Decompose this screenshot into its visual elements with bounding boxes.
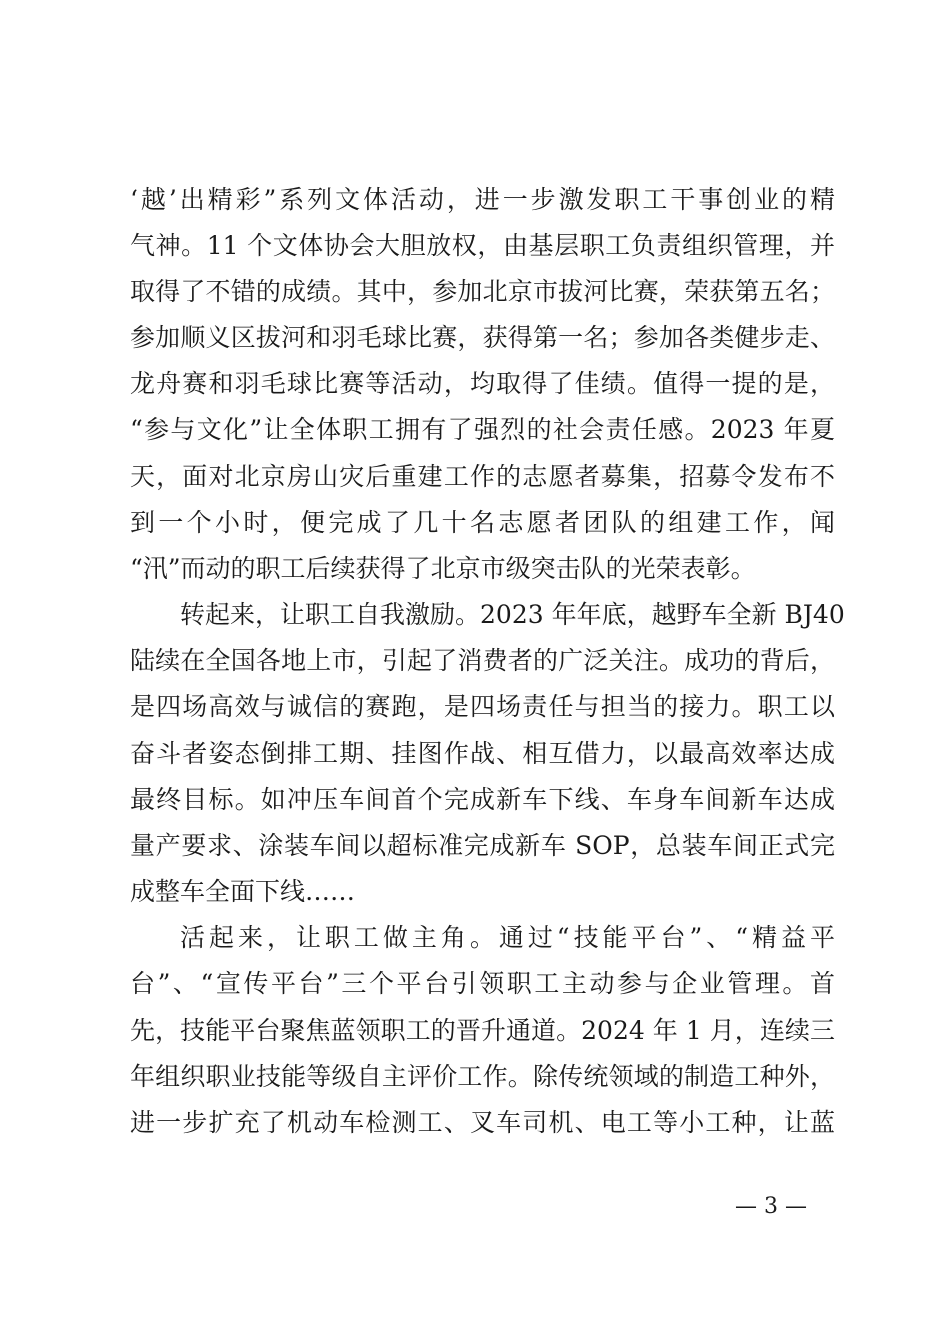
paragraph-2-line-2: 陆续在全国各地上市，引起了消费者的广泛关注。成功的背后， [130, 646, 835, 675]
paragraph-3-line-2: 台”、“宣传平台”三个平台引领职工主动参与企业管理。首 [130, 969, 835, 998]
paragraph-2-line-1: 转起来，让职工自我激励。2023 年年底，越野车全新 BJ40 [180, 600, 845, 629]
paragraph-1-line-1: ‘越’出精彩”系列文体活动，进一步激发职工干事创业的精 [130, 185, 835, 214]
paragraph-3-line-4: 年组织职业技能等级自主评价工作。除传统领域的制造工种外， [130, 1062, 835, 1091]
paragraph-1-line-4: 参加顺义区拔河和羽毛球比赛，获得第一名；参加各类健步走、 [130, 323, 835, 352]
paragraph-2-line-4: 奋斗者姿态倒排工期、挂图作战、相互借力，以最高效率达成 [130, 739, 835, 768]
paragraph-1-line-2: 气神。11 个文体协会大胆放权，由基层职工负责组织管理，并 [130, 231, 835, 260]
page-number: — 3 — [735, 1194, 807, 1219]
paragraph-3-line-1: 活起来，让职工做主角。通过“技能平台”、“精益平 [180, 923, 835, 952]
paragraph-1-line-3: 取得了不错的成绩。其中，参加北京市拔河比赛，荣获第五名； [130, 277, 835, 306]
paragraph-3-line-3: 先，技能平台聚焦蓝领职工的晋升通道。2024 年 1 月，连续三 [130, 1016, 835, 1045]
paragraph-2-line-5: 最终目标。如冲压车间首个完成新车下线、车身车间新车达成 [130, 785, 835, 814]
paragraph-1-line-8: 到一个小时，便完成了几十名志愿者团队的组建工作，闻 [130, 508, 835, 537]
paragraph-1-line-7: 天，面对北京房山灾后重建工作的志愿者募集，招募令发布不 [130, 462, 835, 491]
paragraph-2-line-3: 是四场高效与诚信的赛跑，是四场责任与担当的接力。职工以 [130, 692, 835, 721]
paragraph-1-line-6: “参与文化”让全体职工拥有了强烈的社会责任感。2023 年夏 [130, 415, 835, 444]
paragraph-1-line-5: 龙舟赛和羽毛球比赛等活动，均取得了佳绩。值得一提的是， [130, 369, 835, 398]
paragraph-1-line-9: “汛”而动的职工后续获得了北京市级突击队的光荣表彰。 [130, 554, 756, 583]
paragraph-2-line-6: 量产要求、涂装车间以超标准完成新车 SOP，总装车间正式完 [130, 831, 835, 860]
paragraph-2-line-7: 成整车全面下线…… [130, 877, 356, 906]
paragraph-3-line-5: 进一步扩充了机动车检测工、叉车司机、电工等小工种，让蓝 [130, 1108, 835, 1137]
